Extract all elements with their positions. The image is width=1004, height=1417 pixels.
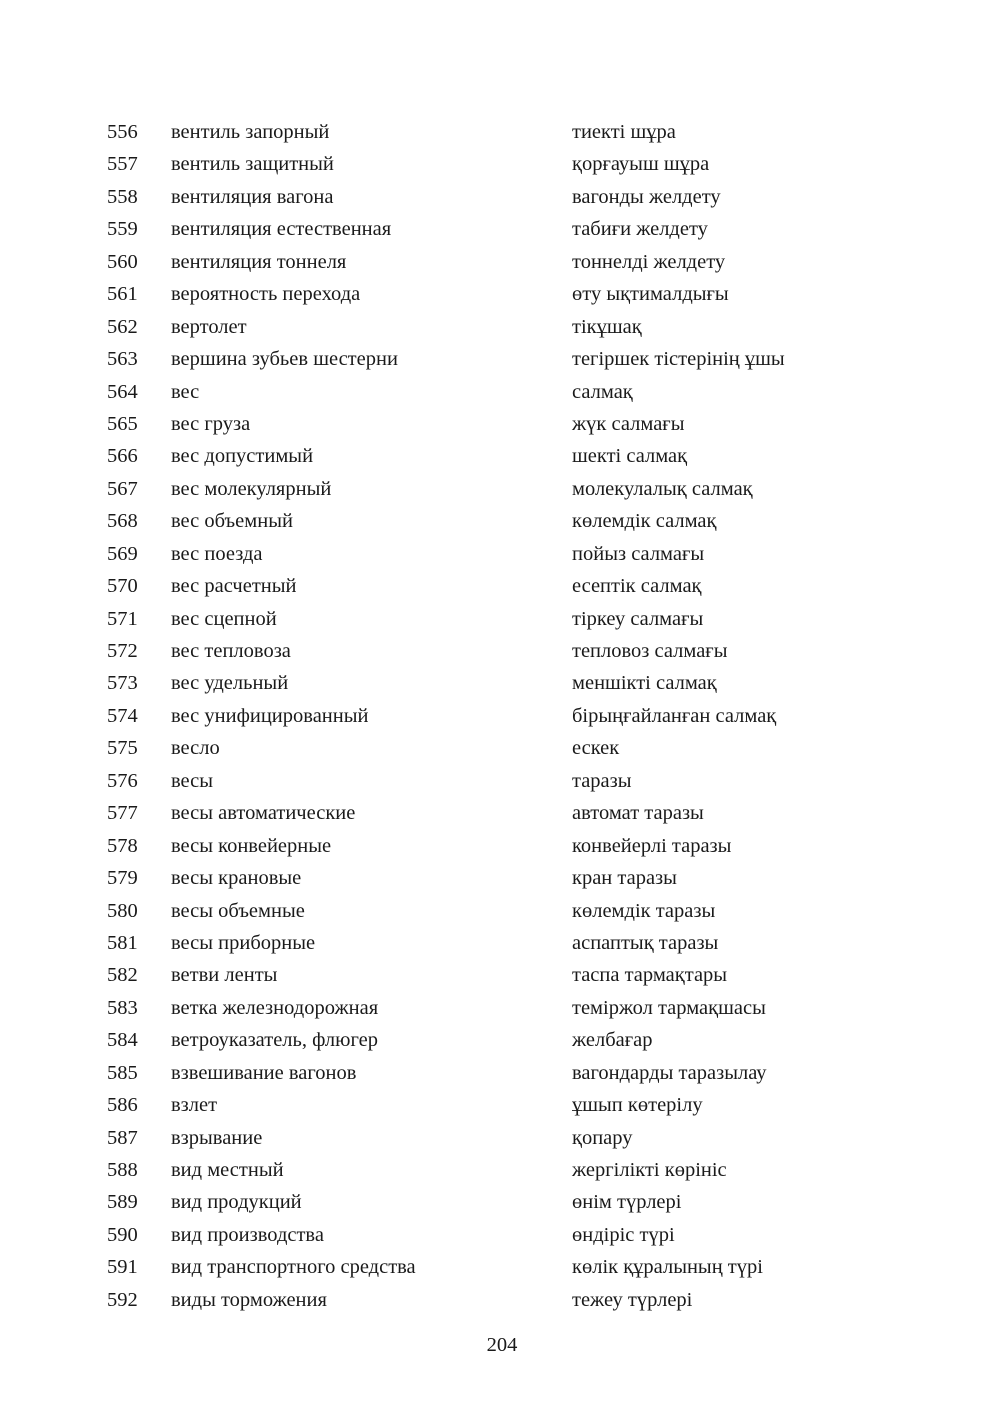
glossary-entry — [0, 440, 1004, 472]
glossary-entry — [0, 213, 1004, 245]
entry-russian-term: вес сцепной — [171, 607, 277, 630]
entry-russian-term: вес расчетный — [171, 575, 297, 598]
entry-number: 592 — [107, 1288, 138, 1311]
entry-kazakh-term: конвейерлі таразы — [572, 834, 732, 857]
entry-number: 567 — [107, 477, 138, 500]
entry-kazakh-term: тиекті шұра — [572, 121, 676, 143]
entry-kazakh-term: вагондарды таразылау — [572, 1061, 767, 1084]
entry-kazakh-term: тоннелді желдету — [572, 250, 726, 273]
entry-russian-term: вес молекулярный — [171, 477, 332, 500]
entry-kazakh-term: бірыңғайланған салмақ — [572, 704, 777, 727]
entry-number: 583 — [107, 996, 138, 1019]
entry-kazakh-term: көлік құралының түрі — [572, 1256, 763, 1279]
entry-number: 577 — [107, 802, 138, 825]
entry-number: 569 — [107, 542, 138, 565]
entry-number: 564 — [107, 380, 138, 403]
entry-russian-term: весы автоматические — [171, 802, 356, 825]
entry-russian-term: вентиляция естественная — [171, 218, 392, 241]
entry-number: 563 — [107, 348, 138, 371]
entry-russian-term: взлет — [171, 1094, 218, 1117]
entry-number: 571 — [107, 607, 138, 630]
glossary-entry — [0, 278, 1004, 310]
glossary-entry — [0, 992, 1004, 1024]
entry-number: 574 — [107, 704, 138, 727]
entry-number: 588 — [107, 1159, 138, 1181]
glossary-entry — [0, 1251, 1004, 1283]
glossary-entry — [0, 1089, 1004, 1121]
entry-number: 581 — [107, 931, 138, 954]
entry-russian-term: весы объемные — [171, 899, 305, 922]
entry-russian-term: вертолет — [171, 315, 247, 338]
entry-number: 565 — [107, 412, 138, 435]
entry-number: 578 — [107, 834, 138, 857]
glossary-entry — [0, 538, 1004, 570]
entry-kazakh-term: қорғауыш шұра — [572, 153, 710, 176]
page-number: 204 — [486, 1334, 518, 1356]
entry-russian-term: взрывание — [171, 1126, 263, 1149]
entry-kazakh-term: молекулалық салмақ — [572, 477, 753, 500]
entry-number: 570 — [107, 575, 138, 598]
entry-russian-term: вес тепловоза — [171, 640, 291, 662]
entry-russian-term: вес — [171, 380, 200, 403]
entry-number: 580 — [107, 899, 138, 922]
glossary-entry — [0, 700, 1004, 732]
glossary-entry — [0, 1057, 1004, 1089]
entry-russian-term: весы — [171, 769, 214, 792]
glossary-entry — [0, 505, 1004, 537]
entry-russian-term: весы конвейерные — [171, 834, 332, 857]
glossary-entry — [0, 959, 1004, 991]
entry-russian-term: вид транспортного средства — [171, 1256, 416, 1279]
entry-kazakh-term: өндіріс түрі — [572, 1223, 675, 1246]
entry-number: 576 — [107, 769, 138, 792]
entry-kazakh-term: ескек — [572, 737, 620, 760]
entry-kazakh-term: меншікті салмақ — [572, 672, 717, 695]
entry-russian-term: вентиляция тоннеля — [171, 250, 347, 273]
glossary-entry — [0, 765, 1004, 797]
glossary-entry — [0, 927, 1004, 959]
entry-kazakh-term: ұшып көтерілу — [572, 1094, 703, 1117]
entry-russian-term: вентиляция вагона — [171, 185, 334, 208]
glossary-entry — [0, 148, 1004, 180]
entry-number: 575 — [107, 737, 138, 760]
entry-kazakh-term: табиғи желдету — [572, 218, 708, 241]
entry-number: 566 — [107, 445, 138, 468]
glossary-entry — [0, 1284, 1004, 1316]
entry-kazakh-term: пойыз салмағы — [572, 542, 705, 565]
entry-number: 587 — [107, 1126, 138, 1149]
entry-kazakh-term: шекті салмақ — [572, 445, 688, 468]
entry-russian-term: вес унифицированный — [171, 704, 369, 727]
entry-kazakh-term: өнім түрлері — [572, 1191, 682, 1214]
entry-kazakh-term: желбағар — [572, 1029, 653, 1052]
entry-number: 558 — [107, 185, 138, 208]
entry-russian-term: вершина зубьев шестерни — [171, 348, 398, 371]
entry-russian-term: вид местный — [171, 1159, 284, 1181]
entry-number: 556 — [107, 121, 138, 143]
glossary-entry — [0, 1219, 1004, 1251]
entry-number: 579 — [107, 867, 138, 890]
entry-russian-term: вес груза — [171, 412, 251, 435]
entry-number: 573 — [107, 672, 138, 695]
glossary-entry — [0, 667, 1004, 699]
glossary-entry — [0, 570, 1004, 602]
entry-kazakh-term: тікұшақ — [572, 315, 642, 338]
glossary-entry — [0, 343, 1004, 375]
entry-russian-term: вид продукций — [171, 1191, 302, 1214]
entry-number: 591 — [107, 1256, 138, 1279]
entry-russian-term: весы крановые — [171, 867, 302, 890]
glossary-entry — [0, 1186, 1004, 1218]
entry-kazakh-term: кран таразы — [572, 867, 677, 890]
entry-number: 562 — [107, 315, 138, 338]
glossary-entry — [0, 1154, 1004, 1186]
entry-russian-term: вероятность перехода — [171, 283, 361, 306]
glossary-entry — [0, 830, 1004, 862]
entry-number: 590 — [107, 1223, 138, 1246]
entry-number: 582 — [107, 964, 138, 987]
entry-russian-term: ветви ленты — [171, 964, 278, 987]
glossary-list — [0, 116, 1004, 1316]
entry-kazakh-term: аспаптық таразы — [572, 931, 719, 954]
entry-kazakh-term: жүк салмағы — [572, 412, 685, 435]
entry-russian-term: вес допустимый — [171, 445, 314, 468]
entry-kazakh-term: салмақ — [572, 380, 633, 403]
entry-number: 560 — [107, 250, 138, 273]
glossary-entry — [0, 181, 1004, 213]
glossary-entry — [0, 473, 1004, 505]
entry-kazakh-term: есептік салмақ — [572, 575, 702, 598]
entry-number: 586 — [107, 1094, 138, 1117]
entry-russian-term: вентиль запорный — [171, 121, 330, 143]
entry-kazakh-term: көлемдік таразы — [572, 899, 716, 922]
entry-kazakh-term: өту ықтималдығы — [572, 283, 729, 306]
glossary-entry — [0, 311, 1004, 343]
entry-kazakh-term: көлемдік салмақ — [572, 510, 717, 533]
entry-russian-term: весы приборные — [171, 931, 316, 954]
glossary-entry — [0, 116, 1004, 148]
entry-number: 559 — [107, 218, 138, 241]
entry-russian-term: весло — [171, 737, 220, 760]
entry-russian-term: вес удельный — [171, 672, 289, 695]
glossary-entry — [0, 1024, 1004, 1056]
glossary-entry — [0, 862, 1004, 894]
glossary-entry — [0, 732, 1004, 764]
entry-kazakh-term: тегіршек тістерінің ұшы — [572, 348, 785, 371]
entry-number: 557 — [107, 153, 138, 176]
entry-kazakh-term: вагонды желдету — [572, 185, 721, 208]
entry-russian-term: ветка железнодорожная — [171, 996, 379, 1019]
entry-russian-term: вид производства — [171, 1223, 324, 1246]
entry-number: 572 — [107, 640, 138, 662]
entry-number: 568 — [107, 510, 138, 533]
entry-kazakh-term: автомат таразы — [572, 802, 704, 825]
entry-kazakh-term: тежеу түрлері — [572, 1288, 693, 1311]
entry-number: 585 — [107, 1061, 138, 1084]
entry-russian-term: виды торможения — [171, 1288, 327, 1311]
glossary-entry — [0, 895, 1004, 927]
entry-number: 561 — [107, 283, 138, 306]
entry-kazakh-term: таразы — [572, 769, 632, 792]
glossary-entry — [0, 797, 1004, 829]
entry-number: 584 — [107, 1029, 138, 1052]
entry-kazakh-term: теміржол тармақшасы — [572, 996, 766, 1019]
entry-kazakh-term: жергілікті көрініс — [572, 1159, 727, 1181]
glossary-entry — [0, 603, 1004, 635]
glossary-entry — [0, 246, 1004, 278]
entry-russian-term: вес поезда — [171, 542, 263, 565]
glossary-entry — [0, 408, 1004, 440]
entry-kazakh-term: тіркеу салмағы — [572, 607, 704, 630]
entry-russian-term: вес объемный — [171, 510, 293, 533]
entry-russian-term: взвешивание вагонов — [171, 1061, 357, 1084]
entry-kazakh-term: қопару — [572, 1126, 633, 1149]
entry-russian-term: ветроуказатель, флюгер — [171, 1029, 378, 1052]
glossary-entry — [0, 1122, 1004, 1154]
entry-kazakh-term: тепловоз салмағы — [572, 640, 728, 662]
glossary-entry — [0, 376, 1004, 408]
entry-number: 589 — [107, 1191, 138, 1214]
entry-russian-term: вентиль защитный — [171, 153, 334, 176]
entry-kazakh-term: таспа тармақтары — [572, 964, 728, 987]
glossary-entry — [0, 635, 1004, 667]
